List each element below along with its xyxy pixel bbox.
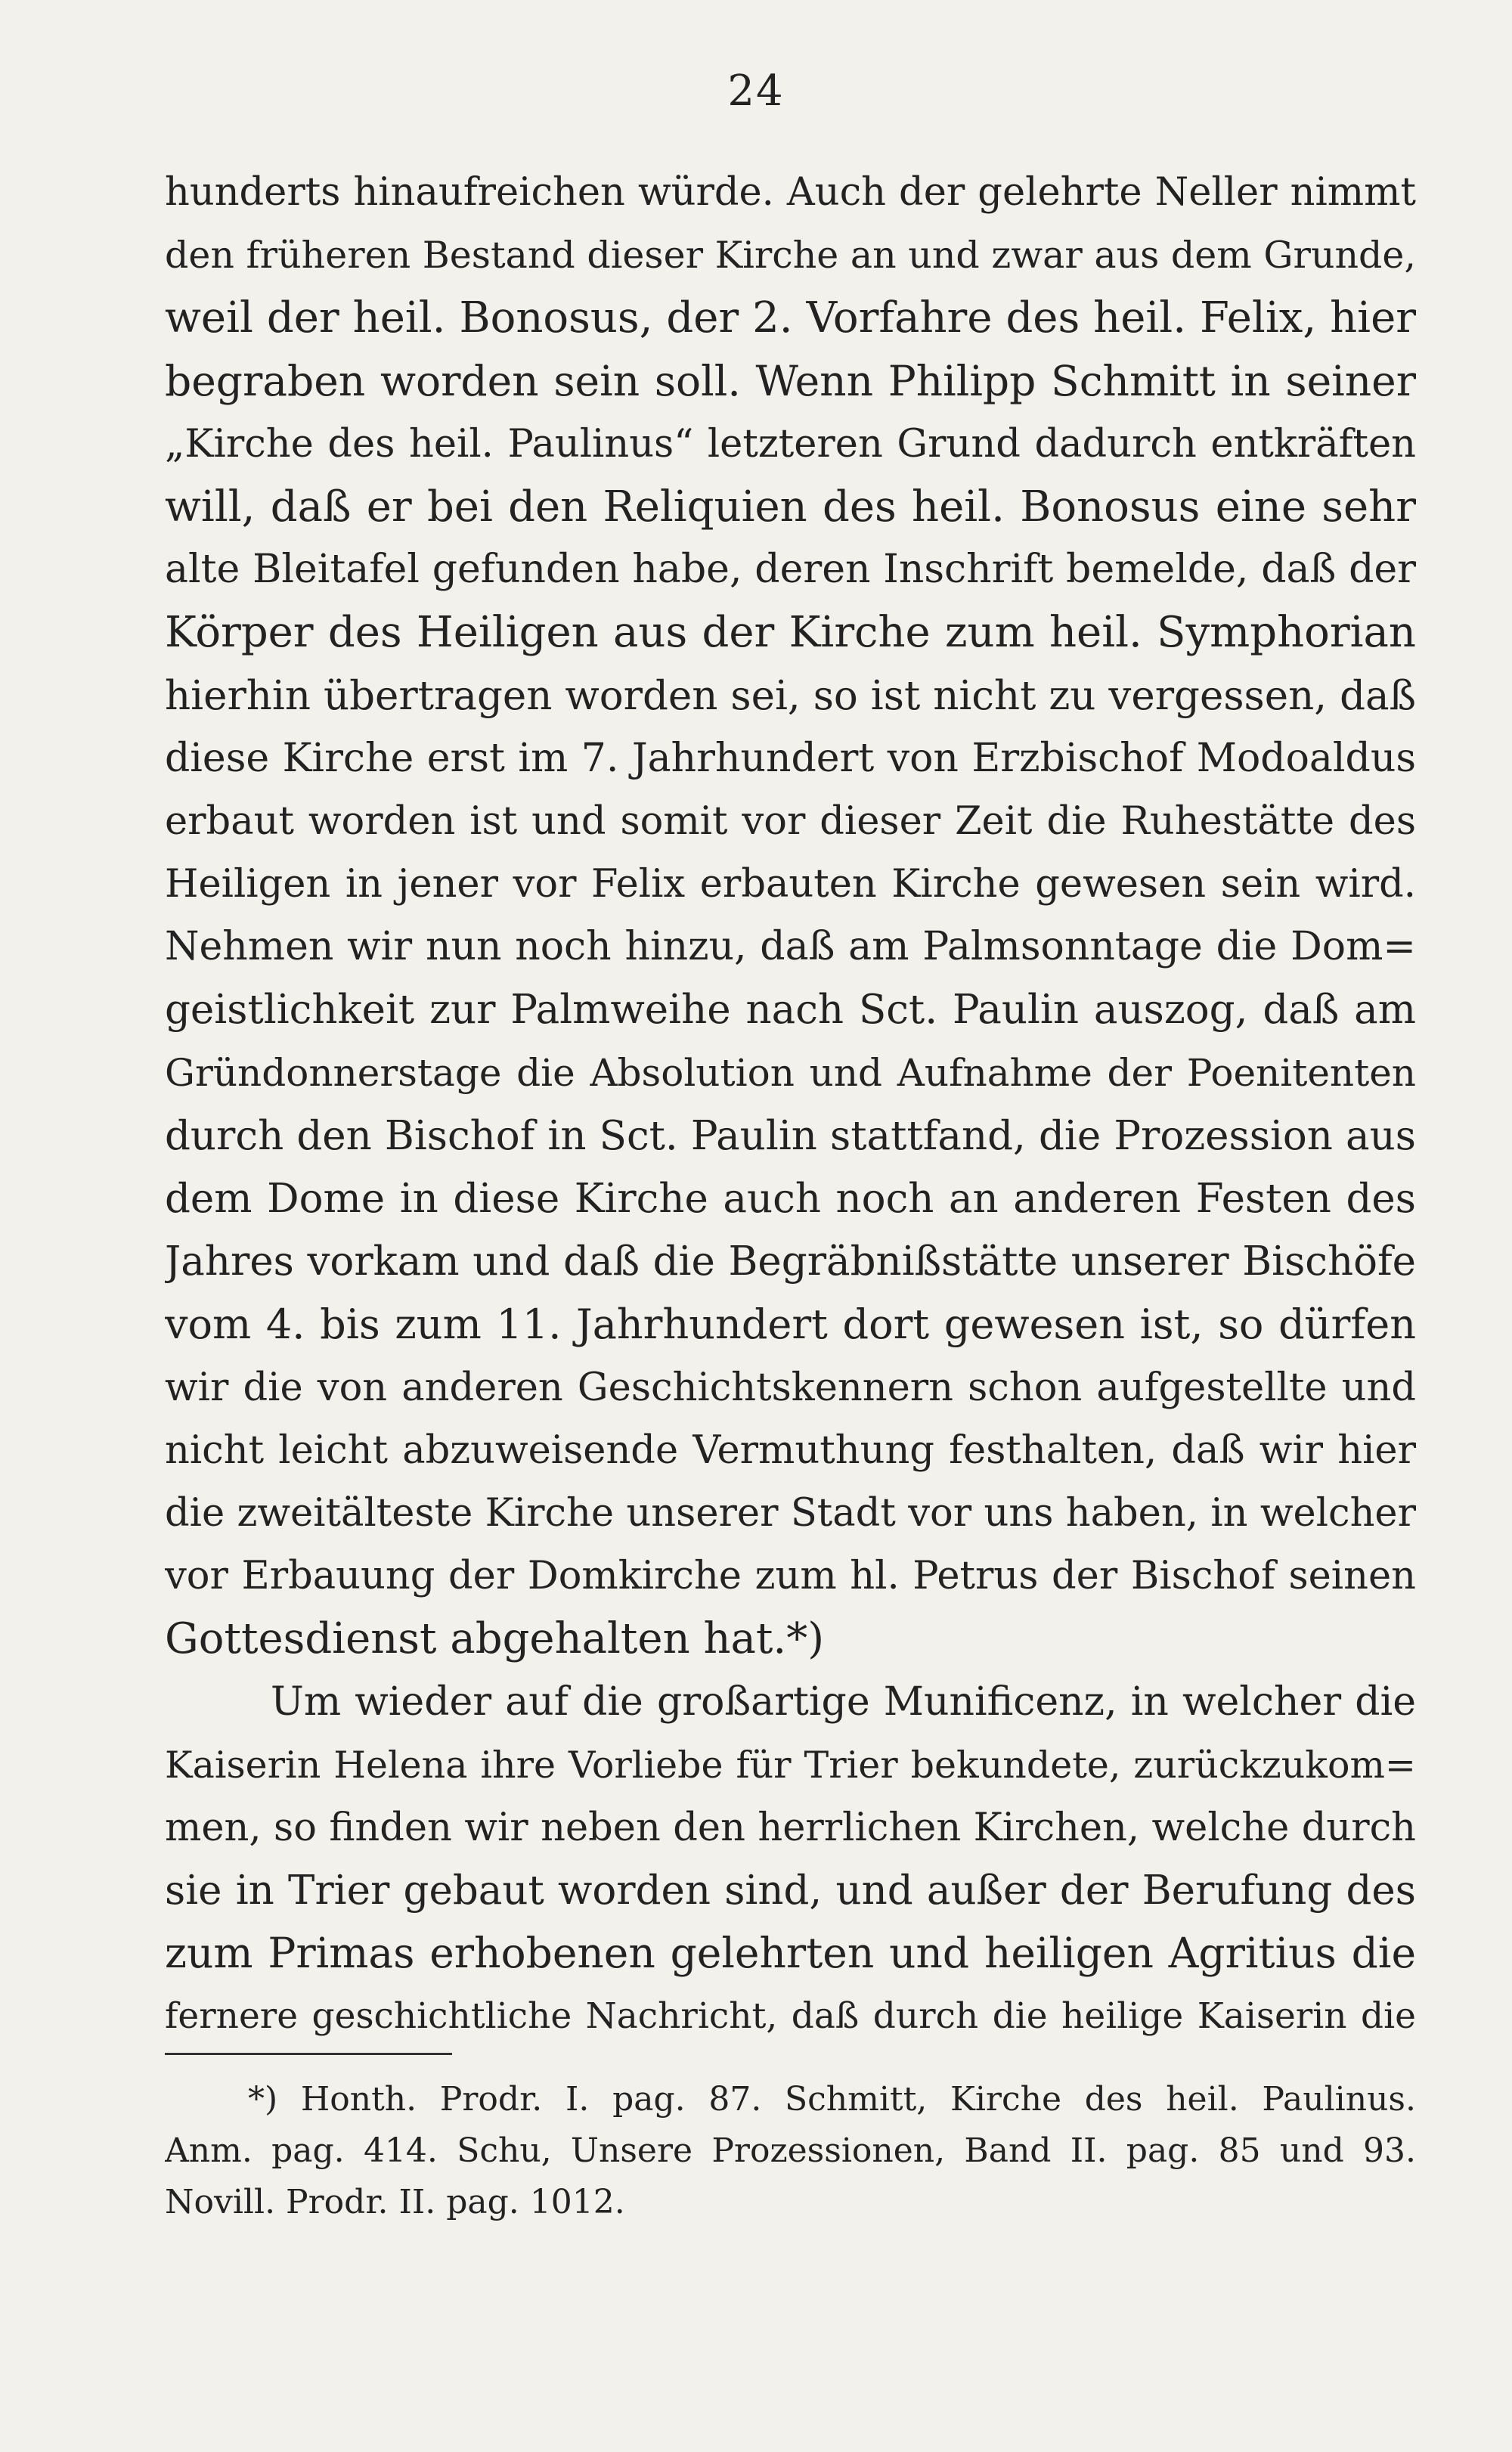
text-line: diese Kirche erst im 7. Jahrhundert von Erzbischof Modoaldus bbox=[165, 735, 1416, 781]
footnotes bbox=[165, 2074, 1416, 2228]
text-line: nicht leicht abzuweisende Vermuthung festhalten, daß wir hier bbox=[165, 1427, 1416, 1473]
text-line: begraben worden sein soll. Wenn Philipp Schmitt in seiner bbox=[165, 356, 1416, 405]
text-line: zum Primas erhobenen gelehrten und heiligen Agritius die bbox=[165, 1929, 1416, 1978]
text-line: Nehmen wir nun noch hinzu, daß am Palmsonntage die Dom= bbox=[165, 924, 1416, 970]
text-line: alte Bleitafel gefunden habe, deren Inschrift bemelde, daß der bbox=[165, 547, 1416, 593]
text-line: vom 4. bis zum 11. Jahrhundert dort gewesen ist, so dürfen bbox=[165, 1300, 1416, 1349]
text-line: durch den Bischof in Sct. Paulin stattfand, die Prozession aus bbox=[165, 1112, 1416, 1159]
text-line: Heiligen in jener vor Felix erbauten Kirche gewesen sein wird. bbox=[165, 862, 1416, 907]
paragraph-start-line: Um wieder auf die großartige Munificenz, in welcher die bbox=[271, 1679, 1416, 1725]
text-line: Gründonnerstage die Absolution und Aufnahme der Poenitenten bbox=[165, 1050, 1416, 1095]
footnote-divider bbox=[165, 2053, 452, 2055]
paragraph-end-line: Gottesdienst abgehalten hat.*) bbox=[165, 1614, 825, 1664]
text-line: Körper des Heiligen aus der Kirche zum heil. Symphorian bbox=[165, 608, 1416, 658]
text-line: will, daß er bei den Reliquien des heil. Bonosus eine sehr bbox=[165, 482, 1416, 532]
page-number: 24 bbox=[727, 67, 785, 116]
text-line: Kaiserin Helena ihre Vorliebe für Trier bekundete, zurückzukom= bbox=[165, 1743, 1416, 1787]
footnote-line: *) Honth. Prodr. I. pag. 87. Schmitt, Kirche des heil. Paulinus. bbox=[248, 2080, 1416, 2119]
text-line: hierhin übertragen worden sei, so ist nicht zu vergessen, daß bbox=[165, 672, 1416, 719]
text-line: Jahres vorkam und daß die Begräbnißstätte unserer Bischöfe bbox=[165, 1238, 1416, 1285]
text-line: wir die von anderen Geschichtskennern schon aufgestellte und bbox=[165, 1365, 1416, 1410]
text-line: sie in Trier gebaut worden sind, und außer der Berufung des bbox=[165, 1868, 1416, 1914]
text-line: dem Dome in diese Kirche auch noch an anderen Festen des bbox=[165, 1176, 1416, 1222]
text-line: die zweitälteste Kirche unserer Stadt vor uns haben, in welcher bbox=[165, 1490, 1416, 1536]
text-line: fernere geschichtliche Nachricht, daß durch die heilige Kaiserin die bbox=[165, 1995, 1416, 2038]
text-line: geistlichkeit zur Palmweihe nach Sct. Paulin auszog, daß am bbox=[165, 987, 1416, 1034]
footnote-line: Novill. Prodr. II. pag. 1012. bbox=[165, 2183, 625, 2221]
text-line: „Kirche des heil. Paulinus“ letzteren Grund dadurch entkräften bbox=[165, 421, 1416, 467]
text-line: den früheren Bestand dieser Kirche an und zwar aus dem Grunde, bbox=[165, 234, 1416, 277]
text-line: erbaut worden ist und somit vor dieser Zeit die Ruhestätte des bbox=[165, 798, 1416, 844]
text-line: weil der heil. Bonosus, der 2. Vorfahre des heil. Felix, hier bbox=[165, 293, 1416, 343]
footnote-line: Anm. pag. 414. Schu, Unsere Prozessionen, Band II. pag. 85 und 93. bbox=[165, 2131, 1416, 2170]
text-line: vor Erbauung der Domkirche zum hl. Petrus der Bischof seinen bbox=[165, 1554, 1416, 1599]
main-text bbox=[165, 161, 1416, 2048]
text-line: men, so finden wir neben den herrlichen Kirchen, welche durch bbox=[165, 1805, 1416, 1850]
text-line: hunderts hinaufreichen würde. Auch der gelehrte Neller nimmt bbox=[165, 170, 1416, 215]
